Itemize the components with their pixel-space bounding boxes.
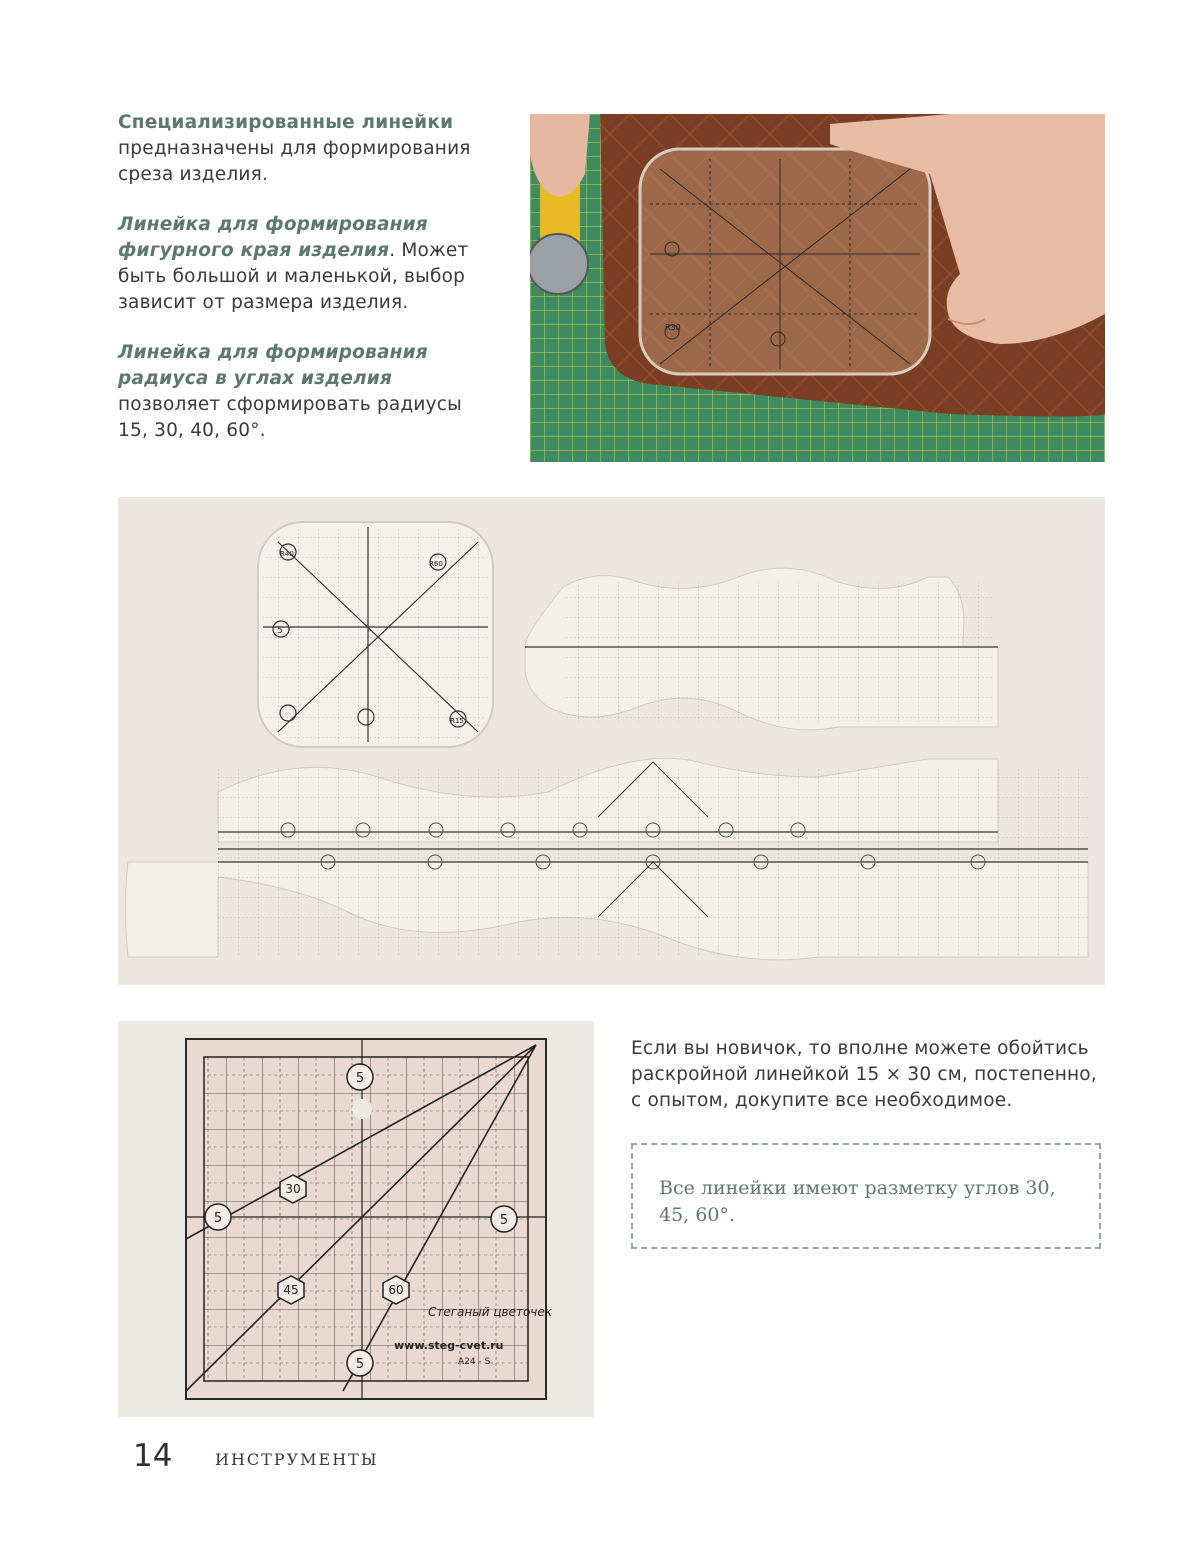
note-text: Все линейки имеют разметку углов 30, 45, 60°. [659, 1177, 1056, 1226]
corner-ruler-r15: R15 [450, 717, 464, 725]
square-ruler-forty-five: 45 [283, 1283, 299, 1297]
radius-rest: позволяет сформировать радиусы 15, 30, 40, 60°. [118, 394, 462, 441]
intro-paragraph [118, 110, 493, 188]
square-ruler-sixty: 60 [388, 1283, 404, 1297]
intro-text-block [118, 110, 493, 468]
square-ruler-code: A24 - S [458, 1357, 491, 1367]
square-ruler-five-right: 5 [499, 1213, 509, 1228]
square-ruler-five-left: 5 [213, 1211, 223, 1226]
square-ruler-thirty: 30 [285, 1182, 301, 1196]
corner-ruler-hands-image [530, 114, 1105, 462]
page-number: 14 [133, 1438, 173, 1474]
square-ruler-five-bottom: 5 [355, 1357, 365, 1372]
figured-edge-lead: Линейка для формирования фигурного края изделия [118, 214, 428, 261]
radius-paragraph [118, 340, 493, 444]
square-ruler-site: www.steg-cvet.ru [394, 1339, 504, 1352]
novice-paragraph: Если вы новичок, то вполне можете обойтись раскройной линейкой 15 × 30 см, постепенно, с опытом, докупите все необходимое. [631, 1038, 1097, 1111]
square-ruler-image [118, 1021, 594, 1417]
ruler-set-image [118, 497, 1105, 985]
section-title: ИНСТРУМЕНТЫ [215, 1450, 379, 1469]
figured-edge-paragraph [118, 212, 493, 316]
radius-lead: Линейка для формирования радиуса в углах изделия [118, 342, 428, 389]
corner-ruler-r30-photo: R30 [665, 323, 681, 332]
photo-corner-ruler-hands [530, 114, 1105, 462]
intro-lead: Специализированные линейки [118, 112, 454, 133]
corner-ruler-five: 5 [277, 626, 283, 636]
photo-square-ruler [118, 1021, 594, 1417]
square-ruler-brand: Стеганый цветочек [428, 1305, 553, 1319]
corner-ruler-r60: R60 [429, 560, 443, 568]
intro-rest: предназначены для формирования среза изделия. [118, 138, 471, 185]
note-box [631, 1143, 1101, 1249]
figured-edge-rest: . Может быть большой и маленькой, выбор зависит от размера изделия. [118, 240, 469, 313]
photo-ruler-set [118, 497, 1105, 985]
corner-ruler-r40: R40 [280, 550, 294, 558]
square-ruler-five-top: 5 [355, 1071, 365, 1086]
